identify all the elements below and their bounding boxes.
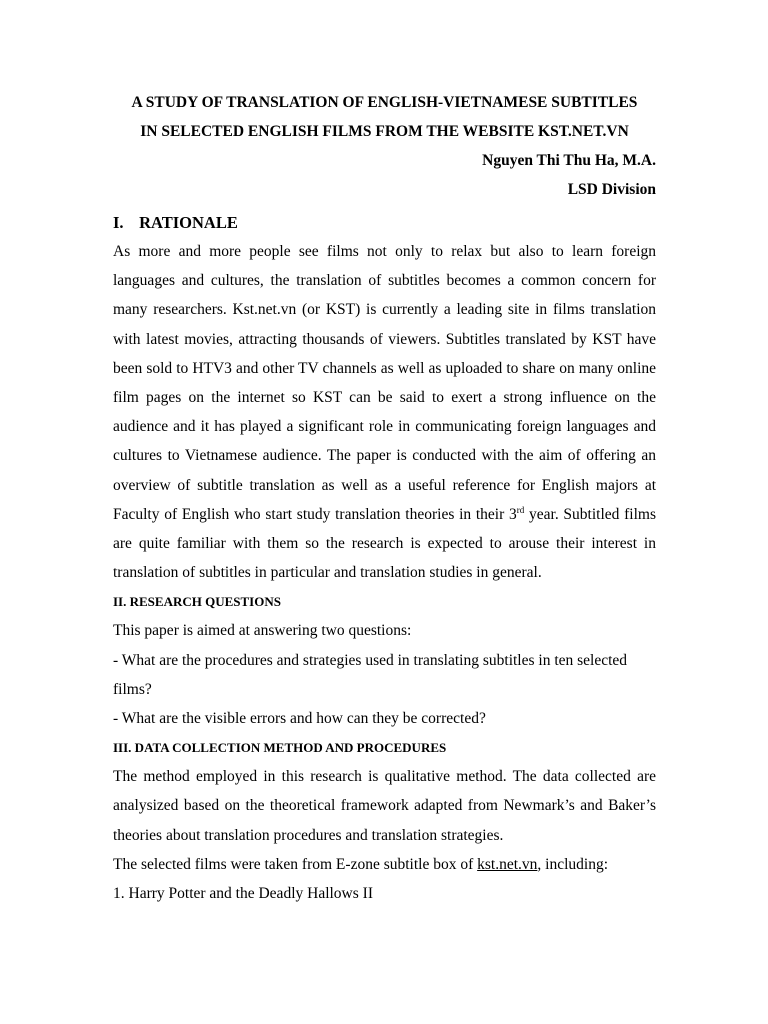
title-line-1: A STUDY OF TRANSLATION OF ENGLISH-VIETNAMESE SUBTITLES bbox=[131, 94, 638, 111]
document-title bbox=[113, 88, 656, 146]
section-number: I. bbox=[113, 213, 124, 232]
document-page bbox=[113, 88, 656, 908]
author-name: Nguyen Thi Thu Ha, M.A. bbox=[482, 152, 656, 169]
rationale-text-end: year. Subtitled films are quite familiar with them so the research is expected to arouse their interest in translation of subtitles in particular and translation studies in general. bbox=[113, 505, 656, 582]
research-question-1: - What are the procedures and strategies used in translating subtitles in ten selected films? bbox=[113, 651, 628, 698]
research-questions-intro: This paper is aimed at answering two questions: bbox=[113, 622, 412, 640]
section-heading-data-collection: III. DATA COLLECTION METHOD AND PROCEDURES bbox=[113, 740, 447, 756]
research-question-2: - What are the visible errors and how can they be corrected? bbox=[113, 710, 486, 728]
method-paragraph: The method employed in this research is qualitative method. The data collected are analysized based on the theoretical framework adapted from Newmark’s and Baker’s theories about translation procedures and translation strategies. bbox=[113, 768, 656, 844]
ordinal-superscript: rd bbox=[516, 504, 525, 515]
author-division: LSD Division bbox=[567, 181, 656, 198]
kst-link[interactable]: kst.net.vn bbox=[477, 855, 538, 873]
rationale-paragraph bbox=[113, 237, 656, 587]
films-intro bbox=[113, 850, 656, 879]
films-intro-start: The selected films were taken from E-zone subtitle box of bbox=[113, 855, 478, 873]
section-heading-rationale bbox=[113, 208, 656, 237]
section-heading-text: RATIONALE bbox=[139, 213, 238, 232]
rationale-text-start: As more and more people see films not only to relax but also to learn foreign languages and cultures, the translation of subtitles becomes a common concern for many researchers. Kst.net.vn (or KST) is currently a leading site in films translation with latest movies, attracting thousands of viewers. Subtitles translated by KST have been sold to HTV3 and other TV channels as well as uploaded to share on many online film pages on the internet so KST can be said to exert a strong influence on the audience and it has played a significant role in communicating foreign languages and cultures to Vietnamese audience. The paper is conducted with the aim of offering an overview of subtitle translation as well as a useful reference for English majors at Faculty of English who start study translation theories in their 3 bbox=[113, 243, 656, 523]
film-list-item: 1. Harry Potter and the Deadly Hallows II bbox=[113, 885, 373, 903]
section-heading-research-questions: II. RESEARCH QUESTIONS bbox=[113, 594, 281, 610]
title-line-2: IN SELECTED ENGLISH FILMS FROM THE WEBSITE KST.NET.VN bbox=[140, 123, 629, 140]
films-intro-end: , including: bbox=[537, 855, 609, 873]
